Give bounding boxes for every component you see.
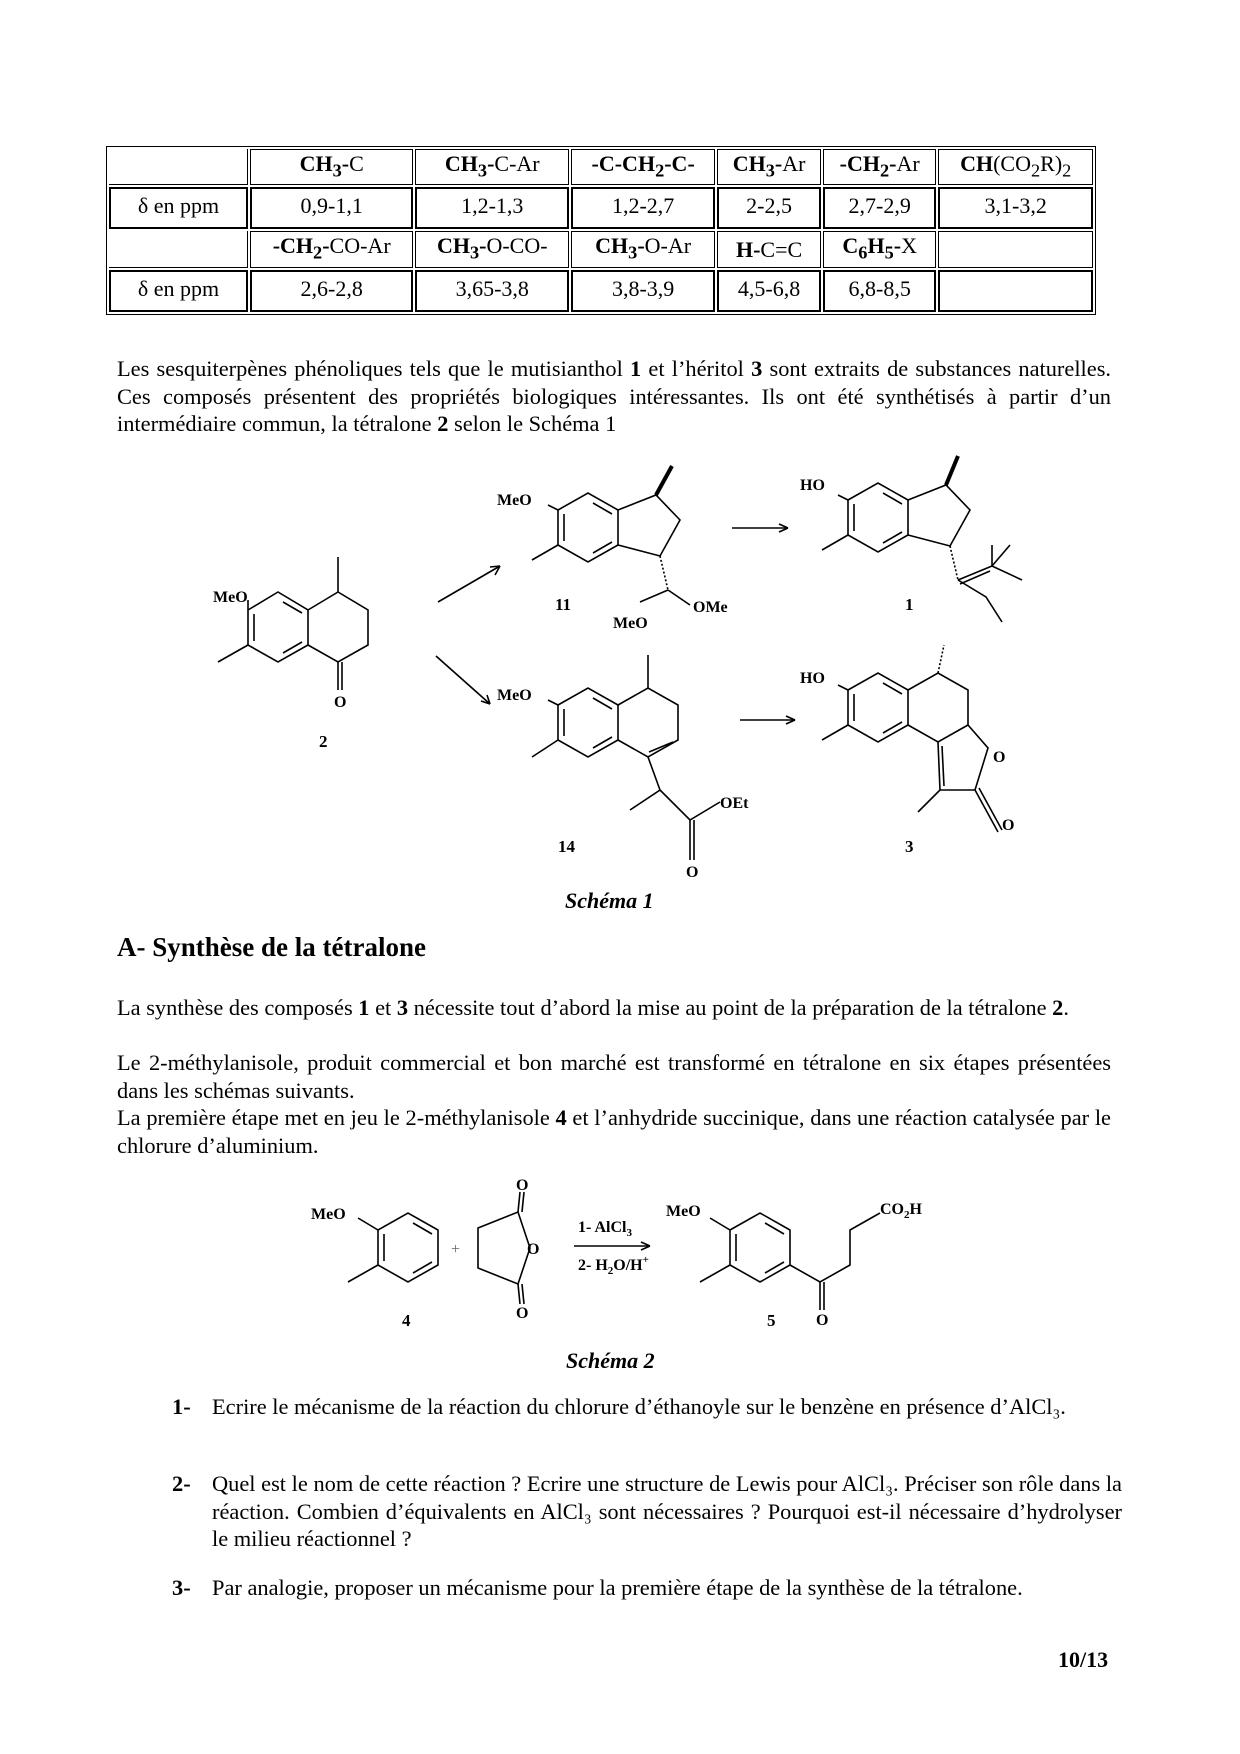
- compound-14-structure: [532, 655, 720, 860]
- label-meo: MeO: [666, 1203, 701, 1220]
- compound-2-structure: [218, 557, 368, 690]
- table-header-cell: $CH_3-C-Ar$: [415, 149, 569, 185]
- scheme-1-caption: Schéma 1: [565, 888, 654, 913]
- table-cell: 2,7-2,9: [823, 187, 936, 229]
- label-o: O: [516, 1305, 529, 1322]
- question-3: [172, 1574, 1122, 1602]
- question-text: Ecrire le mécanisme de la réaction du chlorure d’éthanoyle sur le benzène en présence d’AlCl₃.: [212, 1394, 1066, 1419]
- table-header-cell: $CH_3-O-Ar$: [571, 231, 715, 267]
- table-cell: 0,9-1,1: [250, 187, 413, 229]
- compound-number: 14: [558, 837, 575, 856]
- compound-5-structure: [700, 1213, 880, 1310]
- nmr-shift-table: [106, 146, 1096, 315]
- table-cell: 6,8-8,5: [823, 270, 936, 312]
- label-co2h: $CO_2H$: [880, 1201, 922, 1221]
- table-header-cell: $CH_3-Ar$: [717, 149, 821, 185]
- section-a-paragraph-1: La synthèse des composés 1 et 3 nécessite tout d’abord la mise au point de la préparation de la tétralone 2.: [117, 995, 1069, 1020]
- table-corner: [109, 149, 248, 185]
- compound-number: 1: [905, 595, 914, 614]
- label-o: O: [516, 1177, 529, 1194]
- label-o: O: [334, 694, 347, 711]
- label-o: O: [993, 749, 1006, 766]
- table-cell: 2-2,5: [717, 187, 821, 229]
- label-ome: OMe: [693, 599, 728, 616]
- table-cell: 1,2-2,7: [571, 187, 715, 229]
- row-label: δ en ppm: [109, 187, 248, 229]
- label-meo: MeO: [497, 492, 532, 509]
- compound-number: 2: [319, 732, 328, 751]
- question-text: Quel est le nom de cette réaction ? Ecrire une structure de Lewis pour AlCl₃. Préciser son rôle dans la réaction. Combien d’équivalents en AlCl₃ sont nécessaires ? Pourquoi est-il nécessaire d’hydrolyser le milieu réactionnel ?: [212, 1471, 1122, 1551]
- compound-number: 11: [555, 595, 572, 614]
- label-ho: HO: [800, 477, 825, 494]
- reagent-1: 1- AlCl$_3$: [578, 1219, 632, 1239]
- table-cell: 2,6-2,8: [250, 270, 413, 312]
- table-header-cell: $CH(CO_2R)_2$: [938, 149, 1093, 185]
- table-header-cell: $-CH_2-CO-Ar$: [250, 231, 413, 267]
- section-a-heading: A- Synthèse de la tétralone: [117, 932, 426, 962]
- row-label: δ en ppm: [109, 270, 248, 312]
- scheme-2-caption: Schéma 2: [566, 1348, 655, 1373]
- question-text: Par analogie, proposer un mécanisme pour la première étape de la synthèse de la tétralone.: [212, 1575, 1023, 1600]
- plus-sign: +: [451, 1241, 461, 1258]
- label-meo: MeO: [213, 589, 248, 606]
- succinic-anhydride-structure: [478, 1192, 530, 1304]
- table-cell: 1,2-1,3: [415, 187, 569, 229]
- table-header-cell: $-CH_2-Ar$: [823, 149, 936, 185]
- table-cell: 3,65-3,8: [415, 270, 569, 312]
- label-meo: MeO: [497, 687, 532, 704]
- table-cell: 4,5-6,8: [717, 270, 821, 312]
- section-a-paragraph-2: Le 2-méthylanisole, produit commercial et bon marché est transformé en tétralone en six étapes présentées dans les schémas suivants.: [117, 1050, 1111, 1103]
- question-2: [172, 1470, 1122, 1553]
- section-a-paragraph-3: La première étape met en jeu le 2-méthylanisole 4 et l’anhydride succinique, dans une réaction catalysée par le chlorure d’aluminium.: [117, 1105, 1111, 1158]
- label-oet: OEt: [720, 795, 749, 812]
- label-ho: HO: [800, 670, 825, 687]
- compound-3-structure: [822, 645, 1002, 832]
- label-o: O: [686, 864, 699, 881]
- compound-1-structure: [822, 456, 1022, 622]
- compound-number: 5: [767, 1311, 776, 1327]
- table-header-cell: $C_6H_5-X$: [823, 231, 936, 267]
- table-cell: 3,8-3,9: [571, 270, 715, 312]
- question-number: 2-: [172, 1471, 191, 1496]
- table-header-cell: $CH_3-C$: [250, 149, 413, 185]
- label-o: O: [1002, 817, 1015, 834]
- table-cell: [938, 270, 1093, 312]
- table-header-cell: [938, 231, 1093, 267]
- page-number: 10/13: [1058, 1647, 1109, 1672]
- table-header-cell: H-C=C: [717, 231, 821, 267]
- scheme-2-diagram: [0, 1172, 1240, 1327]
- label-o: O: [816, 1312, 829, 1327]
- label-meo: MeO: [311, 1206, 346, 1223]
- label-o: O: [527, 1241, 540, 1258]
- intro-paragraph: Les sesquiterpènes phénoliques tels que le mutisianthol 1 et l’héritol 3 sont extraits de substances naturelles. Ces composés présentent des propriétés biologiques intéressantes. Ils ont été synthétisés à partir d’un intermédiaire commun, la tétralone 2 selon le Schéma 1: [117, 356, 1112, 436]
- label-meo: MeO: [613, 615, 648, 632]
- compound-4-structure: [348, 1213, 438, 1282]
- compound-number: 4: [402, 1311, 411, 1327]
- scheme-1-diagram: [0, 455, 1240, 895]
- table-corner: [109, 231, 248, 267]
- question-number: 3-: [172, 1575, 191, 1600]
- compound-number: 3: [905, 837, 914, 856]
- table-header-cell: $-C-CH_2-C-$: [571, 149, 715, 185]
- table-cell: 3,1-3,2: [938, 187, 1093, 229]
- compound-11-structure: [532, 466, 690, 605]
- reagent-2: 2- $H_2O/H^+$: [578, 1254, 649, 1277]
- question-number: 1-: [172, 1394, 191, 1419]
- table-header-cell: $CH_3-O-CO-$: [415, 231, 569, 267]
- question-1: [172, 1393, 1122, 1421]
